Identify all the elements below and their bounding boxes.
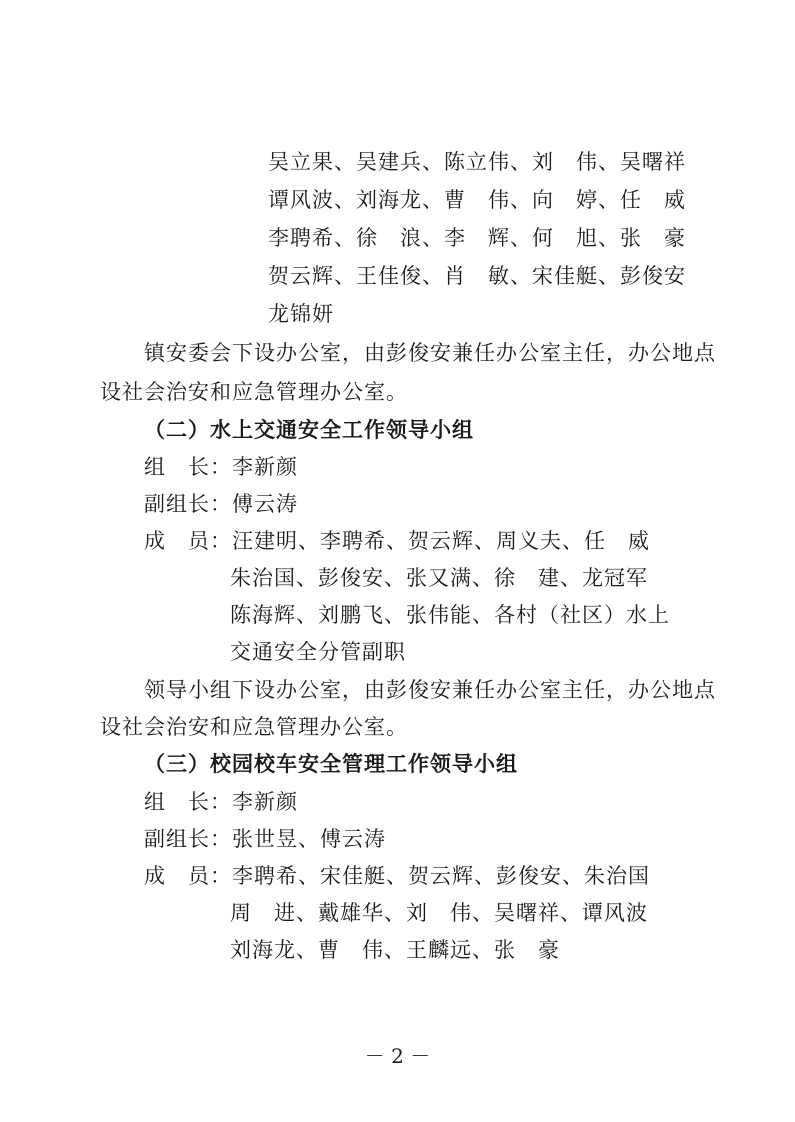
section3-members-line-3: 刘海龙、曹 伟、王麟远、张 豪	[230, 938, 560, 962]
page-number: － 2 －	[364, 1044, 431, 1068]
section1-members-line-3: 李聘希、徐 浪、李 辉、何 旭、张 豪	[268, 226, 686, 250]
section1-members-line-5: 龙锦妍	[268, 302, 334, 326]
section1-members-line-2: 谭风波、刘海龙、曹 伟、向 婷、任 威	[268, 188, 686, 212]
section2-deputy: 副组长：傅云涛	[144, 492, 298, 516]
section3-heading: （三）校园校车安全管理工作领导小组	[144, 751, 518, 776]
section3-deputy: 副组长：张世昱、傅云涛	[144, 827, 386, 851]
section2-members-line-1: 成 员：汪建明、李聘希、贺云辉、周义夫、任 威	[144, 529, 650, 553]
section1-members-line-1: 吴立果、吴建兵、陈立伟、刘 伟、吴曙祥	[268, 150, 686, 174]
section2-office-line-1: 领导小组下设办公室，由彭俊安兼任办公室主任，办公地点	[144, 678, 716, 702]
section1-office-line-1: 镇安委会下设办公室，由彭俊安兼任办公室主任，办公地点	[144, 341, 716, 365]
section2-members-line-4: 交通安全分管副职	[230, 640, 406, 664]
section2-members-line-3: 陈海辉、刘鹏飞、张伟能、各村（社区）水上	[230, 603, 670, 627]
section3-leader: 组 长：李新颜	[144, 790, 298, 814]
section1-office-line-2: 设社会治安和应急管理办公室。	[100, 380, 408, 404]
section2-heading: （二）水上交通安全工作领导小组	[144, 417, 474, 442]
section3-members-line-1: 成 员：李聘希、宋佳艇、贺云辉、彭俊安、朱治国	[144, 864, 650, 888]
section1-members-line-4: 贺云辉、王佳俊、肖 敏、宋佳艇、彭俊安	[268, 264, 686, 288]
section2-members-line-2: 朱治国、彭俊安、张又满、徐 建、龙冠军	[230, 566, 648, 590]
section2-office-line-2: 设社会治安和应急管理办公室。	[100, 715, 408, 739]
section2-leader: 组 长：李新颜	[144, 455, 298, 479]
section3-members-line-2: 周 进、戴雄华、刘 伟、吴曙祥、谭风波	[230, 901, 648, 925]
